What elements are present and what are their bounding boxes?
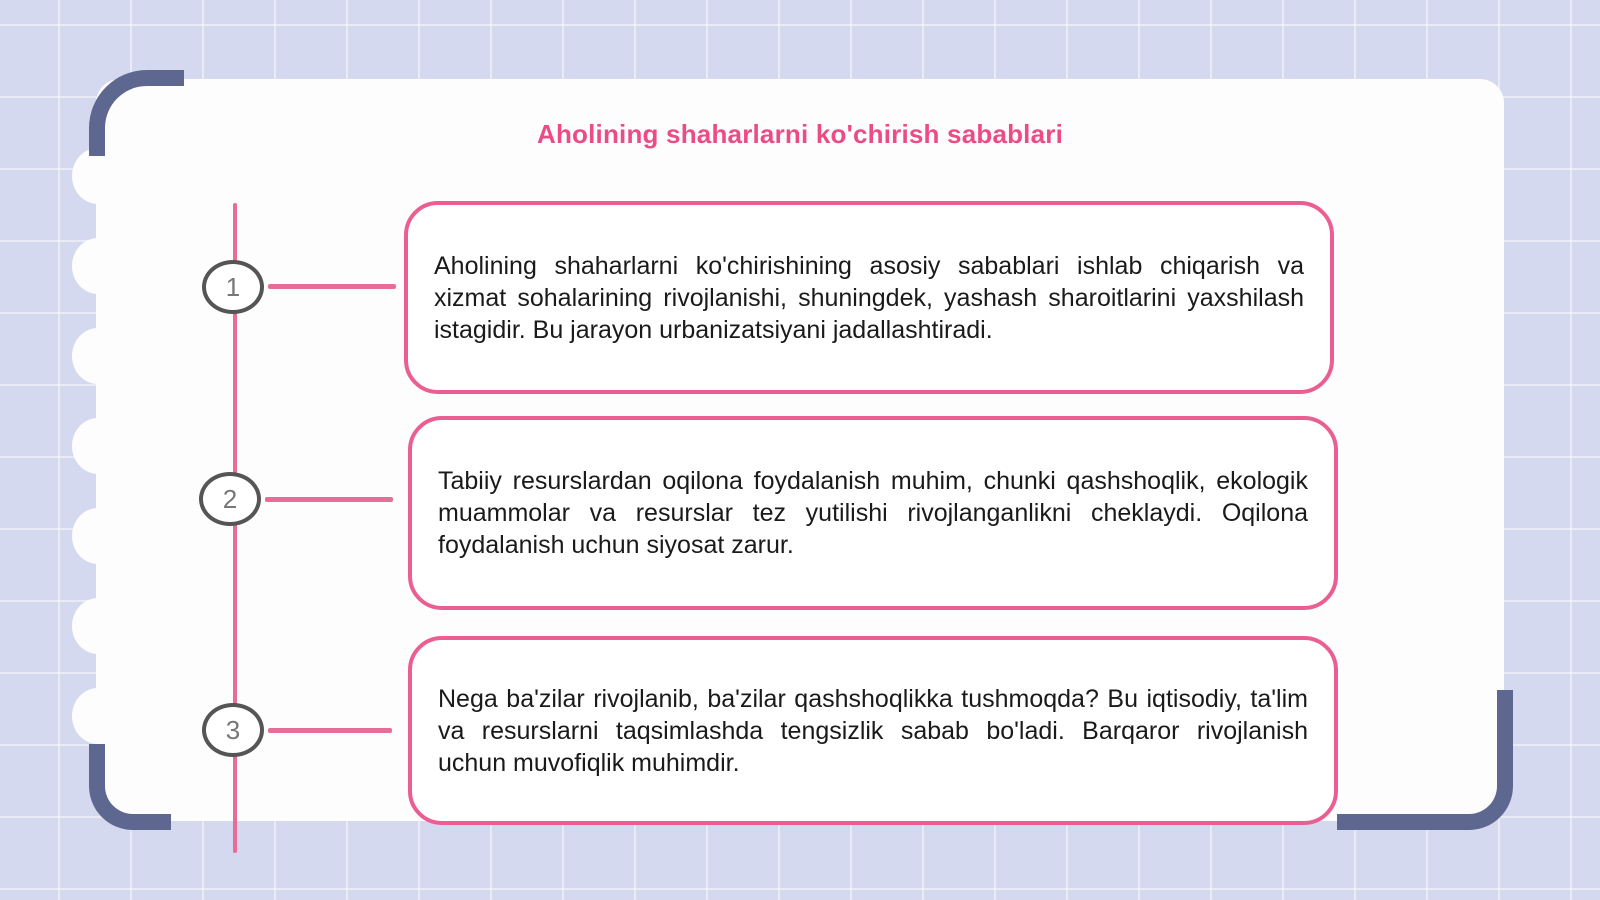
reason-box-1 [404,201,1334,394]
reason-text: Tabiiy resurslardan oqilona foydalanish muhim, chunki qashshoqlik, ekologik muammolar va resurslar tez yutilishi rivojlanganlikni cheklaydi. Oqilona foydalanish uchun siyosat zarur. [438,467,1308,559]
marker-number: 2 [222,483,238,514]
reason-text: Aholining shaharlarni ko'chirishining asosiy sabablari ishlab chiqarish va xizmat sohalarining rivojlanishi, shuningdek, yashash sharoitlarini yaxshilash istagidir. Bu jarayon urbanizatsiyani jadallashtiradi. [434,251,1304,344]
timeline-marker-3 [202,703,264,757]
page-edge-scallop [72,598,124,654]
timeline-connector-3 [268,728,392,733]
page-edge-scallop [72,238,124,294]
corner-bracket-bottom-left [89,744,171,830]
marker-number: 3 [225,714,241,745]
reason-box-2 [408,416,1338,610]
page-edge-scallop [72,418,124,474]
page-edge-scallop [72,328,124,384]
page-edge-scallop [72,148,124,204]
page-edge-scallop [72,688,124,744]
marker-number: 1 [225,271,241,302]
reason-box-3 [408,636,1338,825]
timeline-marker-2 [199,472,261,526]
timeline-connector-1 [268,284,396,289]
timeline-connector-2 [265,497,393,502]
page-edge-scallop [72,508,124,564]
timeline-marker-1 [202,260,264,314]
slide-title: Aholining shaharlarni ko'chirish sabablari [536,119,1064,149]
corner-bracket-bottom-right [1337,690,1513,830]
reason-text: Nega ba'zilar rivojlanib, ba'zilar qashshoqlikka tushmoqda? Bu iqtisodiy, ta'lim va resurslarni taqsimlashda tengsizlik sabab bo'ladi. Barqaror rivojlanish uchun muvofiqlik muhimdir. [438,684,1308,777]
